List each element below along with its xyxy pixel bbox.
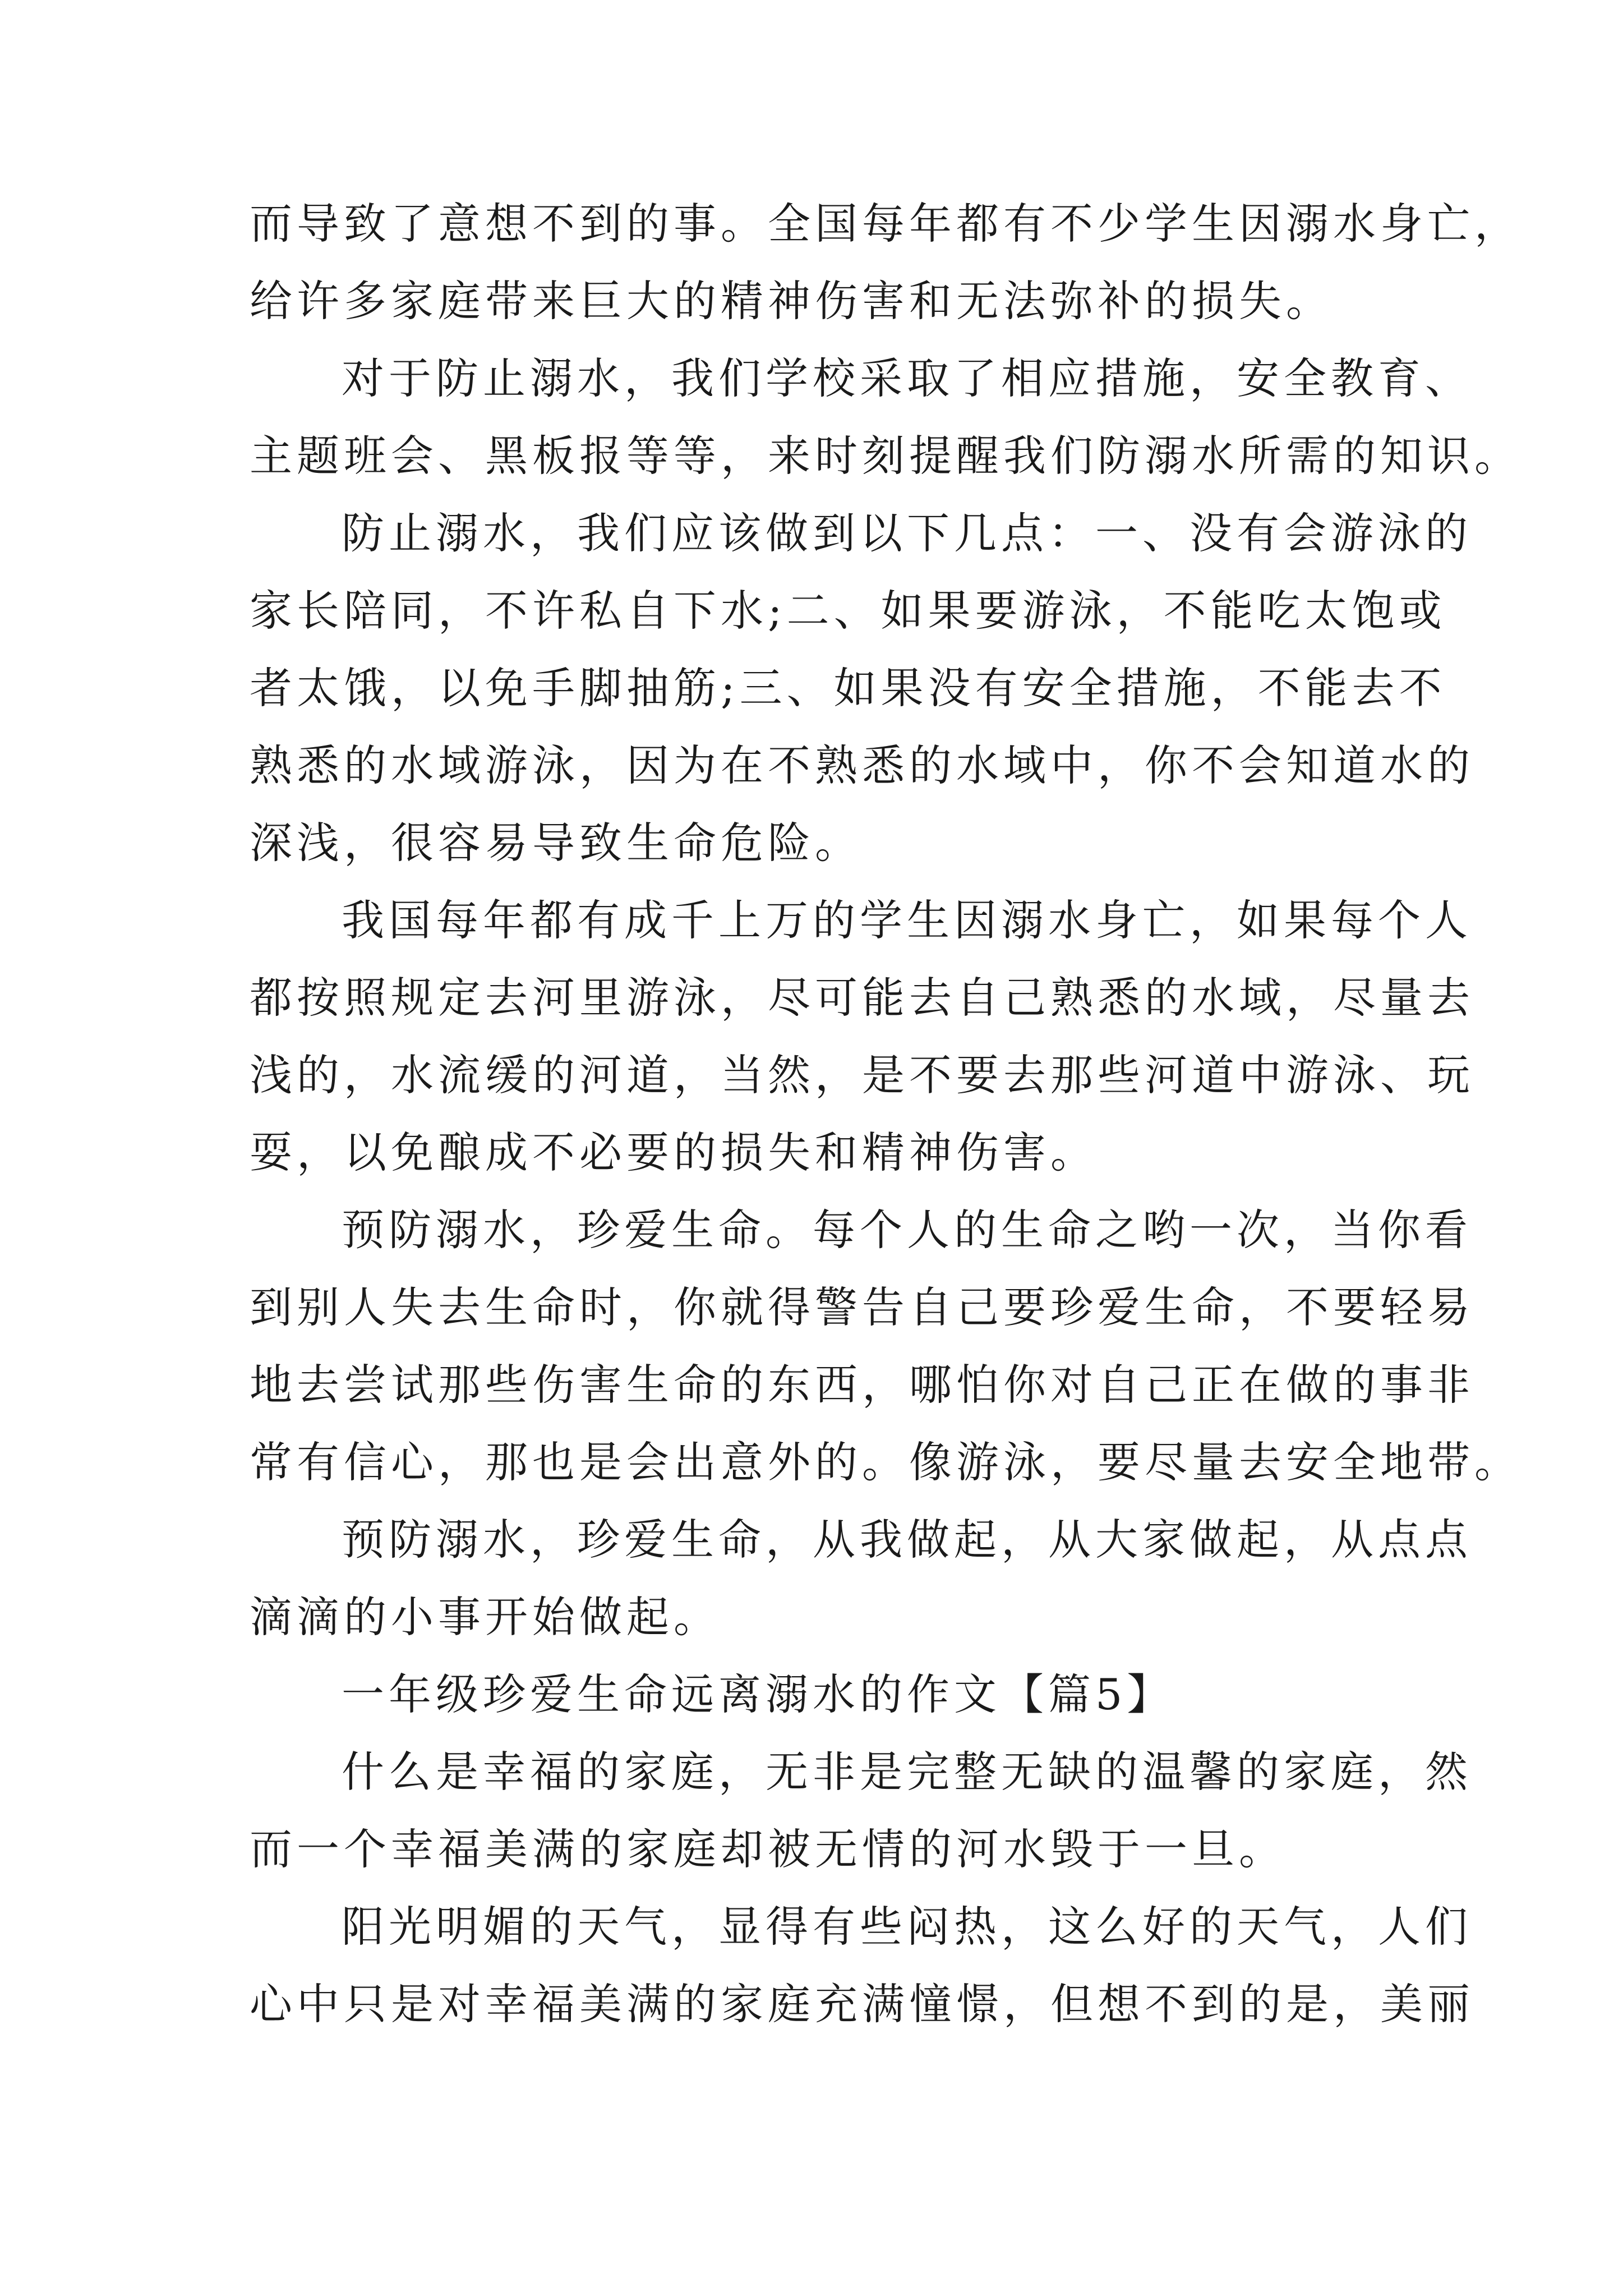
text-line-16: 地去尝试那些伤害生命的东西，哪怕你对自己正在做的事非 (250, 1360, 1474, 1410)
text-line-7: 者太饿，以免手脚抽筋;三、如果没有安全措施，不能去不 (250, 663, 1446, 713)
text-line-18: 预防溺水，珍爱生命，从我做起，从大家做起，从点点 (342, 1515, 1472, 1565)
text-line-3: 对于防止溺水，我们学校采取了相应措施，安全教育、 (342, 353, 1472, 403)
text-line-24: 心中只是对幸福美满的家庭充满憧憬，但想不到的是，美丽 (250, 1979, 1474, 2029)
text-line-15: 到别人失去生命时，你就得警告自己要珍爱生命，不要轻易 (250, 1282, 1474, 1332)
text-line-2: 给许多家庭带来巨大的精神伤害和无法弥补的损失。 (250, 276, 1333, 326)
text-line-6: 家长陪同，不许私自下水;二、如果要游泳，不能吃太饱或 (250, 586, 1446, 636)
text-line-4: 主题班会、黑板报等等，来时刻提醒我们防溺水所需的知识。 (250, 431, 1521, 481)
text-line-12: 浅的，水流缓的河道，当然，是不要去那些河道中游泳、玩 (250, 1050, 1474, 1100)
text-line-17: 常有信心，那也是会出意外的。像游泳，要尽量去安全地带。 (250, 1437, 1521, 1487)
text-line-9: 深浅，很容易导致生命危险。 (250, 818, 862, 868)
text-line-21: 什么是幸福的家庭，无非是完整无缺的温馨的家庭，然 (342, 1747, 1472, 1797)
text-line-22: 而一个幸福美满的家庭却被无情的河水毁于一旦。 (250, 1824, 1286, 1874)
text-line-8: 熟悉的水域游泳，因为在不熟悉的水域中，你不会知道水的 (250, 740, 1474, 790)
text-line-19: 滴滴的小事开始做起。 (250, 1592, 721, 1642)
section-heading: 一年级珍爱生命远离溺水的作文【篇5】 (342, 1669, 1174, 1719)
text-line-23: 阳光明媚的天气，显得有些闷热，这么好的天气，人们 (342, 1902, 1472, 1952)
text-line-5: 防止溺水，我们应该做到以下几点：一、没有会游泳的 (342, 508, 1472, 558)
document-body (250, 185, 1521, 2043)
text-line-14: 预防溺水，珍爱生命。每个人的生命之哟一次，当你看 (342, 1205, 1472, 1255)
text-line-13: 耍，以免酿成不必要的损失和精神伤害。 (250, 1128, 1098, 1177)
text-line-11: 都按照规定去河里游泳，尽可能去自己熟悉的水域，尽量去 (250, 973, 1474, 1023)
text-line-1: 而导致了意想不到的事。全国每年都有不少学生因溺水身亡， (250, 199, 1521, 249)
text-line-10: 我国每年都有成千上万的学生因溺水身亡，如果每个人 (342, 895, 1472, 945)
